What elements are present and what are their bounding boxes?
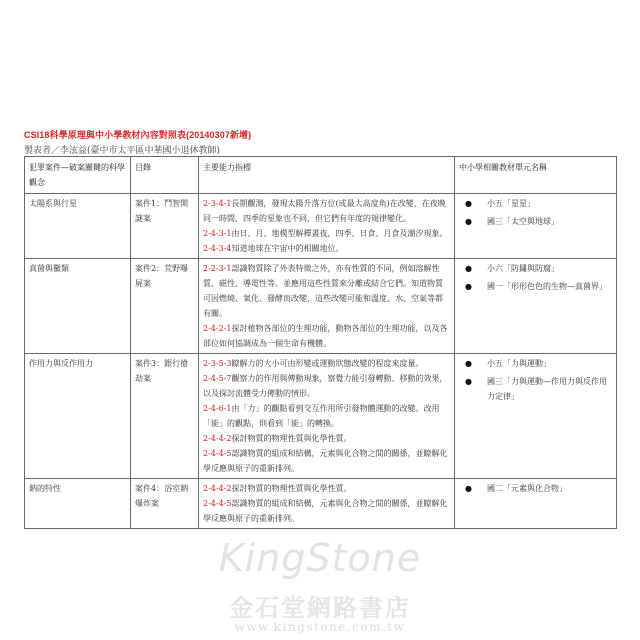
- indicator-code: 2-4-2-1: [203, 324, 232, 333]
- indicator-entry: [203, 261, 450, 321]
- unit-name: 小五「力與運動」: [487, 359, 551, 368]
- case-cell: 案件1：鬥智開謎案: [131, 194, 199, 259]
- unit-name: 小五「星星」: [487, 199, 535, 208]
- indicators-cell: [199, 194, 455, 259]
- indicator-text: 探討物質的物理性質與化學性質。: [231, 434, 352, 443]
- indicator-entry: [203, 371, 450, 401]
- indicator-code: 2-4-3-4: [203, 244, 232, 253]
- concept-cell: 鈉的特性: [25, 479, 131, 529]
- units-cell: [455, 479, 617, 529]
- table-row: [25, 354, 617, 479]
- unit-item: [459, 481, 612, 496]
- indicator-code: 2-4-3-1: [203, 229, 232, 238]
- indicator-text: 認識物質的組成和結構，元素與化合物之間的關係，並瞭解化學反應與原子的重新排列。: [203, 499, 448, 523]
- indicator-code: 2-3-4-1: [203, 199, 232, 208]
- unit-item: [459, 356, 612, 371]
- table-row: [25, 194, 617, 259]
- case-cell: 案件2：荒野曝屍案: [131, 259, 199, 354]
- indicator-entry: [203, 226, 450, 241]
- bullet-icon: ●: [465, 377, 472, 386]
- indicator-entry: [203, 356, 450, 371]
- indicator-code: 2-4-5-7: [203, 374, 232, 383]
- unit-name: 國三「太空與地球」: [487, 217, 559, 226]
- case-cell: 案件3：銀行搶劫案: [131, 354, 199, 479]
- unit-item: [459, 214, 612, 229]
- header-case: 目錄: [131, 157, 199, 194]
- table-header-row: [25, 157, 617, 194]
- units-list: [459, 481, 612, 496]
- indicator-entry: [203, 401, 450, 431]
- units-list: [459, 261, 612, 294]
- unit-name: 國三「力與運動—作用力與反作用力定律」: [487, 377, 607, 401]
- indicator-text: 認識物質的組成和結構，元素與化合物之間的關係，並瞭解化學反應與原子的重新排列。: [203, 449, 448, 473]
- indicator-text: 觀察力的作用與傳動現象，察覺力能引發轉動、移動的效果，以及探討流體受力傳動的情形。: [203, 374, 448, 398]
- unit-item: [459, 374, 612, 404]
- indicator-text: 瞭解力的大小可由形變或運動狀態改變的程度來度量。: [231, 359, 424, 368]
- header-indicators: 主要能力指標: [199, 157, 455, 194]
- concept-cell: 作用力與反作用力: [25, 354, 131, 479]
- table-row: [25, 479, 617, 529]
- bullet-icon: ●: [465, 282, 472, 291]
- indicator-code: 2-4-4-5: [203, 449, 232, 458]
- indicator-code: 2-3-5-3: [203, 359, 232, 368]
- bullet-icon: ●: [465, 264, 472, 273]
- indicator-text: 認識物質除了外表特徵之外，亦有性質的不同，例如溶解性質、磁性、導電性等。並應用這些性質來分離或結合它們。知道物質可因燃燒、氧化、發酵而改變，這些改變可能和溫度、水、空氣等都有關。: [203, 264, 443, 318]
- indicator-code: 2-4-4-2: [203, 484, 232, 493]
- watermark-brand: KingStone: [218, 536, 422, 580]
- indicator-entry: [203, 321, 450, 351]
- unit-item: [459, 196, 612, 211]
- units-list: [459, 356, 612, 404]
- concept-cell: 太陽系與行星: [25, 194, 131, 259]
- indicator-text: 探討植物各部位的生理功能，動物各部位的生理功能，以及各部位如何協調成為一個生命有機體。: [203, 324, 448, 348]
- indicator-text: 知道地球在宇宙中的相關地位。: [231, 244, 344, 253]
- indicator-code: 2-4-6-1: [203, 404, 232, 413]
- unit-item: [459, 279, 612, 294]
- indicator-text: 由「力」的觀點看到交互作用所引發物體運動的改變。改用「能」的觀點，則看到「能」的轉換。: [203, 404, 440, 428]
- watermark-chinese-name: 金石堂網路書店: [229, 593, 411, 622]
- kingstone-watermark: [0, 536, 640, 640]
- unit-name: 小六「防鏽與防腐」: [487, 264, 559, 273]
- document-title: CSI18科學原理與中小學教材內容對照表(20140307新增): [24, 130, 252, 140]
- indicator-entry: [203, 431, 450, 446]
- indicator-text: 長期觀測，發現太陽升落方位(或最大高度角)在改變，在夜晚同一時間，四季的星象也不同，但它們有年度的規律變化。: [203, 199, 446, 223]
- bullet-icon: ●: [465, 199, 472, 208]
- case-cell: 案件4：浴室鈉爆炸案: [131, 479, 199, 529]
- units-cell: [455, 354, 617, 479]
- indicator-text: 探討物質的物理性質與化學性質。: [231, 484, 352, 493]
- unit-item: [459, 261, 612, 276]
- indicator-entry: [203, 496, 450, 526]
- indicators-cell: [199, 354, 455, 479]
- units-cell: [455, 194, 617, 259]
- units-cell: [455, 259, 617, 354]
- indicator-entry: [203, 196, 450, 226]
- bullet-icon: ●: [465, 359, 472, 368]
- indicator-entry: [203, 241, 450, 256]
- table-row: [25, 259, 617, 354]
- indicator-code: 2-4-4-2: [203, 434, 232, 443]
- indicator-code: 2-4-4-5: [203, 499, 232, 508]
- indicators-cell: [199, 479, 455, 529]
- document-author: 製表者／李泫益(臺中市太平區中華國小退休教師): [24, 146, 221, 156]
- indicators-cell: [199, 259, 455, 354]
- header-units: 中小學相關教材單元名稱: [455, 157, 617, 194]
- header-concept: 犯罪案件—破案關鍵的科學觀念: [25, 157, 131, 194]
- indicator-entry: [203, 481, 450, 496]
- bullet-icon: ●: [465, 484, 472, 493]
- bullet-icon: ●: [465, 217, 472, 226]
- unit-name: 國一「形形色色的生物—真菌界」: [487, 282, 607, 291]
- units-list: [459, 196, 612, 229]
- watermark-url: www.kingstone.com.tw: [234, 620, 406, 634]
- comparison-table: [24, 156, 617, 529]
- indicator-text: 由日、月、地模型解釋晝夜，四季、日食、月食及潮汐現象。: [231, 229, 448, 238]
- indicator-entry: [203, 446, 450, 476]
- unit-name: 國二「元素與化合物」: [487, 484, 567, 493]
- indicator-code: 2-2-3-1: [203, 264, 232, 273]
- concept-cell: 真菌與黴類: [25, 259, 131, 354]
